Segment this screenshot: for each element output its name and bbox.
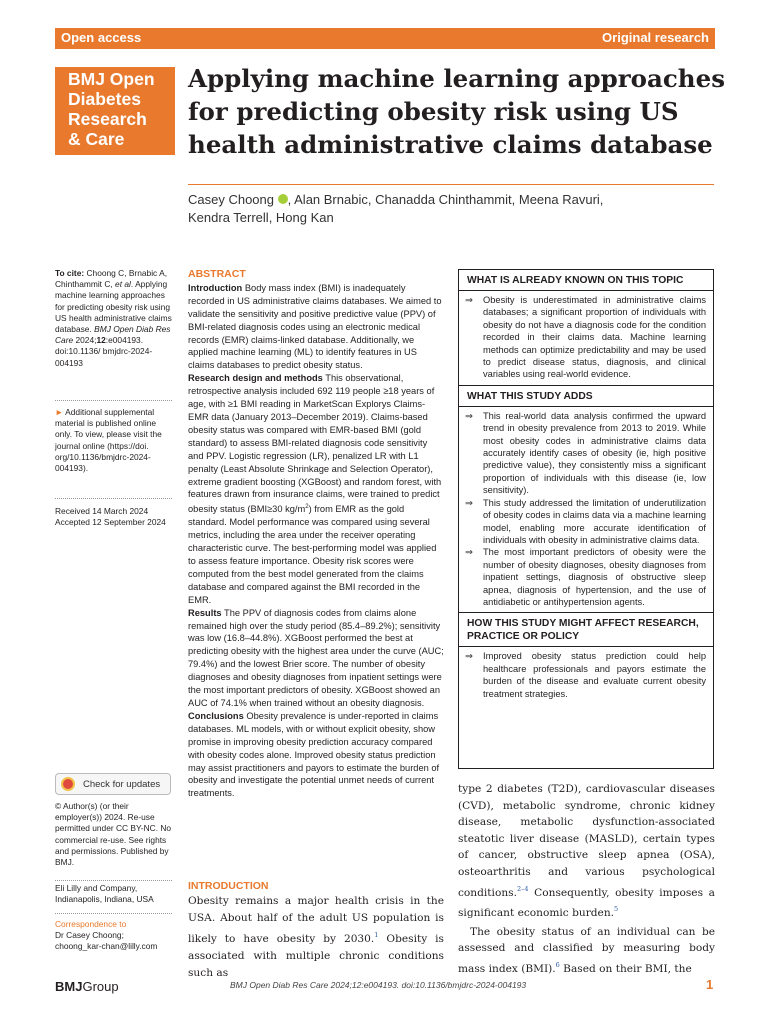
citation-block: To cite: Choong C, Brnabic A, Chinthammit C, et al. Applying machine learning approaches for predicting obesity risk using US health administrative claims database. BMJ Open Diab Res Care 2024;12:e004193. doi:10.1136/ bmjdrc-2024-004193 [55, 268, 172, 368]
correspondence: Correspondence to Dr Casey Choong; choong_kar-chan@lilly.com [55, 919, 175, 953]
reference-link[interactable]: 5 [614, 905, 619, 914]
author-list: Casey Choong , Alan Brnabic, Chanadda Chinthammit, Meena Ravuri, Kendra Terrell, Hong Kan [188, 192, 604, 225]
introduction-heading: INTRODUCTION [188, 880, 269, 892]
reference-link[interactable]: 2–4 [516, 884, 529, 893]
affiliation: Eli Lilly and Company, Indianapolis, Indiana, USA [55, 883, 154, 905]
article-dates [55, 506, 175, 528]
received-date: Received 14 March 2024 [55, 506, 149, 516]
known-heading: WHAT IS ALREADY KNOWN ON THIS TOPIC [459, 270, 713, 291]
known-list [459, 291, 713, 385]
adds-heading: WHAT THIS STUDY ADDS [459, 385, 713, 407]
list-item: ⇒ Obesity is underestimated in administrative claims databases; a significant proportion of individuals with obesity do not have a diagnosis code for the condition recorded in their claims data. Machine learning methods can optimize predictability and may be used to predict disease status, diagnosis, and clinical variables using real-world evidence. [465, 295, 706, 380]
orcid-icon[interactable] [278, 194, 288, 204]
abstract-conclusions: Conclusions Obesity prevalence is under-reported in claims databases. ML models, with or without explicit obesity, show promise in improving obesity prediction accuracy compared with obesity codes alone. Improved obesity status prediction may assist practitioners and payors to estimate the burden of obesity and investigate the potential unmet needs of current treatments. [188, 710, 440, 799]
list-item: ⇒ This study addressed the limitation of underutilization of obesity codes in claims data via a machine learning model, enabling more accurate identification of individuals with obesity in administrative claims data. [465, 497, 706, 545]
crossmark-icon [61, 777, 75, 791]
footer-citation: BMJ Open Diab Res Care 2024;12:e004193. doi:10.1136/bmjdrc-2024-004193 [230, 980, 527, 990]
check-updates-button[interactable]: Check for updates [55, 773, 171, 795]
copyright-note: © Author(s) (or their employer(s)) 2024. Re-use permitted under CC BY-NC. No commercial re-use. See rights and permissions. Published by BMJ. [55, 801, 172, 868]
article-type-label: Original research [602, 30, 709, 45]
list-item: ⇒ The most important predictors of obesity were the number of obesity diagnoses, obesity diagnoses from inpatient settings, diagnosis of obstructive sleep apnea, diagnosis of hypertension, and the use of antidiabetic or antihypertension agents. [465, 547, 706, 607]
affect-list [459, 647, 713, 704]
reference-link[interactable]: 6 [555, 960, 560, 969]
sidebar-divider [55, 913, 172, 914]
abstract-methods: Research design and methods This observational, retrospective analysis included 692 119 people ≥18 years of age, with ≥1 BMI reading in MarketScan Explorys Claims-EMR data (January 2013–December 2019). Claims-based obesity status was compared with EMR-based BMI (gold standard) to assess BMI-related diagnosis code sensitivity and PPV. Logistic regression (LR), penalized LR with L1 penalty (Least Absolute Shrinkage and Selection Operator), extreme gradient boosting (XGBoost) and random forest, with features drawn from insurance claims, were trained to predict obesity status (BMI≥30 $kg/m^2$) from EMR as the gold standard. Model performance was compared using several metrics, including the area under the receiver operating characteristic curve. The best-performing model was applied to assess feature importance. Obesity risk scores were computed from the best model generated from the claims database and compared against the BMI recorded in the EMR. [188, 373, 442, 605]
abstract [188, 268, 444, 800]
first-author: Casey Choong [188, 192, 274, 207]
title-divider [188, 184, 714, 185]
list-item: ⇒ Improved obesity status prediction could help healthcare professionals and payors estimate the burden of the disease and evaluate current obesity treatment strategies. [465, 651, 706, 699]
abstract-introduction: Introduction Body mass index (BMI) is inadequately recorded in US administrative claims databases. We aimed to validate the sensitivity and positive predictive value (PPV) of BMI-related diagnosis codes using an electronic medical records (EMR) claims-linked database. Additionally, we applied machine learning (ML) to identify features in US claims databases to predict obesity status. [188, 282, 442, 371]
publisher-logo: BMJGroup [55, 979, 119, 994]
reference-link[interactable]: 1 [374, 931, 379, 939]
introduction-continued: type 2 diabetes (T2D), cardiovascular diseases (CVD), metabolic syndrome, chronic kidney disease, metabolic dysfunction-associated steatotic liver disease (MASLD), certain types of cancer, obstructive sleep apnea (OSA), osteoarthritis and various psychological conditions.$^{2-4}$ Consequently, obesity imposes a significant economic burden.$^5$ The obesity status of an individual can be assessed and classified by measuring body mass index (BMI).$^6$ Based on their BMI, the [458, 783, 715, 975]
article-title: Applying machine learning approaches for predicting obesity risk using US health administrative claims database [188, 64, 726, 159]
abstract-results: Results The PPV of diagnosis codes from claims alone remained high over the study period (85.4–89.2%); sensitivity was low (16.8–44.8%). XGBoost performed the best at predicting obesity with the highest area under the curve (AUC; 79.4%) and the lowest Brier score. The number of obesity diagnoses and obesity diagnoses from inpatient settings were the most important predictors of obesity. XGBoost showed an AUC of 74.1% when trained without an obesity diagnosis. [188, 607, 444, 708]
page-number: 1 [706, 977, 714, 992]
journal-logo: BMJ Open Diabetes Research & Care [55, 67, 175, 155]
abstract-heading: ABSTRACT [188, 268, 246, 280]
top-banner [55, 28, 715, 49]
sidebar-divider [55, 880, 172, 881]
key-messages-box [458, 269, 714, 769]
accepted-date: Accepted 12 September 2024 [55, 517, 166, 528]
adds-list [459, 407, 713, 613]
supplemental-note: ► Additional supplemental material is published online only. To view, please visit the journal online (https://doi. org/10.1136/bmjdrc-2024-004193). [55, 407, 162, 474]
correspondence-email[interactable]: choong_kar-chan@lilly.com [55, 941, 158, 952]
sidebar-divider [55, 498, 172, 499]
introduction-text: Obesity remains a major health crisis in the USA. About half of the adult US population is likely to have obesity by 2030.$^1$ Obesity is associated with multiple chronic conditions such as [188, 895, 444, 979]
affect-heading: HOW THIS STUDY MIGHT AFFECT RESEARCH, PRACTICE OR POLICY [459, 612, 713, 647]
sidebar-divider [55, 400, 172, 401]
open-access-label: Open access [61, 30, 142, 45]
list-item: ⇒ This real-world data analysis confirmed the upward trend in obesity prevalence from 2013 to 2019. While most obesity codes in administrative claims data accurately identify cases of obesity (ie, high positive predictive value), they consistently miss a significant proportion of individuals with this disease (ie, low sensitivity). [465, 410, 706, 496]
